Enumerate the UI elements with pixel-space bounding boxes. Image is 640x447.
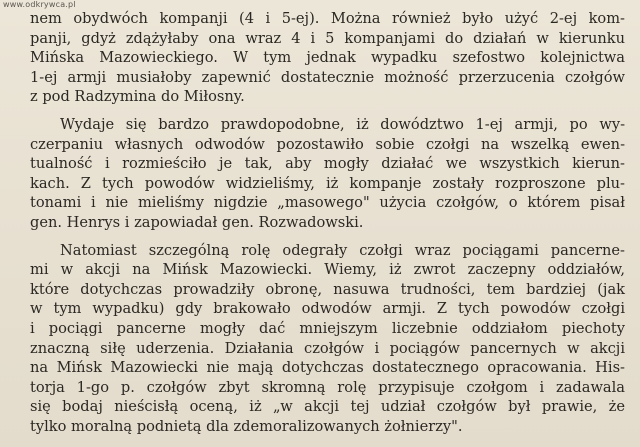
body-text (30, 9, 625, 436)
text-line: z pod Radzymina do Miłosny. (30, 88, 245, 106)
text-line: gen. Henrys i zapowiadał gen. Rozwadowski. (30, 213, 364, 231)
paragraph (30, 115, 625, 233)
text-line: Mińska Mazowieckiego. W tym jednak wypadku szefostwo kolejnictwa (30, 49, 625, 67)
text-line: tonami i nie mieliśmy nigdzie „masowego" użycia czołgów, o którem pisał (30, 194, 625, 212)
text-line: nem obydwóch kompanji (4 i 5-ej). Można również było użyć 2-ej kom- (30, 10, 625, 27)
text-line: Natomiast szczególną rolę odegrały czołgi wraz pociągami pancerne- (60, 241, 625, 259)
text-line: kach. Z tych powodów widzieliśmy, iż kompanje zostały rozproszone plu- (30, 174, 625, 192)
text-line: Wydaje się bardzo prawdopodobne, iż dowództwo 1-ej armji, po wy- (60, 115, 625, 133)
text-line: 1-ej armji musiałoby zapewnić dostatecznie możność przerzucenia czołgów (30, 68, 625, 86)
text-line: mi w akcji na Mińsk Mazowiecki. Wiemy, iż zwrot zaczepny oddziałów, (30, 261, 625, 279)
text-line: w tym wypadku) gdy brakowało odwodów armji. Z tych powodów czołgi (30, 300, 625, 318)
watermark: www.odkrywca.pl (3, 0, 76, 9)
text-line: tualność i rozmieściło je tak, aby mogły działać we wszystkich kierun- (30, 155, 625, 173)
paragraph (30, 241, 625, 437)
text-line: czerpaniu własnych odwodów pozostawiło sobie czołgi na wszelką ewen- (30, 135, 625, 153)
text-line: które dotychczas prowadziły obronę, nasuwa trudności, tem bardziej (jak (30, 280, 625, 298)
text-line: torja 1-go p. czołgów zbyt skromną rolę przypisuje czołgom i zadawala (30, 378, 625, 396)
text-line: na Mińsk Mazowiecki nie mają dotychczas dostatecznego opracowania. His- (30, 359, 625, 377)
text-line: znaczną siłę uderzenia. Działania czołgów i pociągów pancernych w akcji (30, 339, 625, 357)
text-line: się bodaj nieścisłą oceną, iż „w akcji tej udział czołgów był prawie, że (30, 398, 625, 416)
text-line: i pociągi pancerne mogły dać mniejszym liczebnie oddziałom piechoty (30, 319, 625, 337)
paragraph (30, 9, 625, 107)
text-line: panji, gdyż zdążyłaby ona wraz 4 i 5 kompanjami do działań w kierunku (30, 29, 625, 47)
text-line: tylko moralną podnietą dla zdemoralizowanych żołnierzy". (30, 417, 463, 435)
